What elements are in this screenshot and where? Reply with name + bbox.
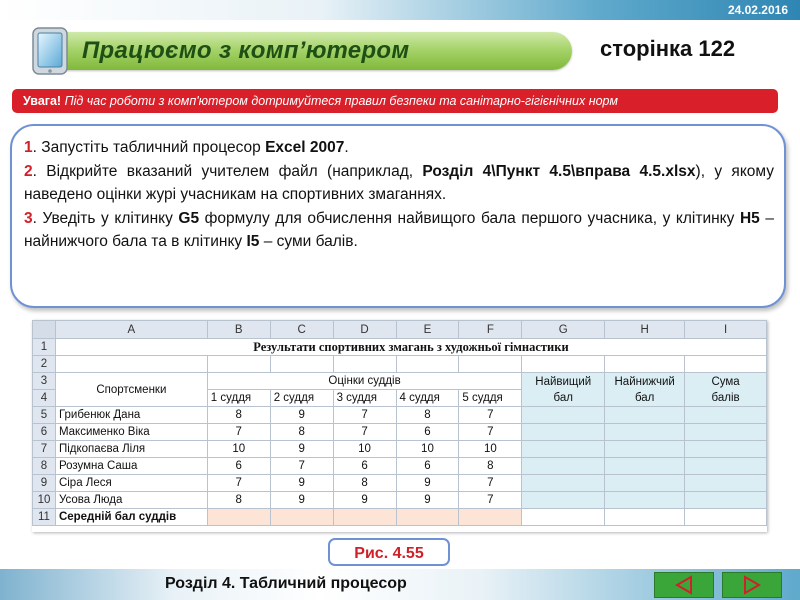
average-cell[interactable] [207,509,270,526]
athlete-name-cell[interactable]: Грибенюк Дана [55,407,207,424]
column-header-f[interactable]: F [459,321,522,339]
cell[interactable] [55,356,207,373]
score-cell[interactable]: 6 [207,458,270,475]
task-item: 2. Відкрийте вказаний учителем файл (наприклад, Розділ 4\Пункт 4.5\вправа 4.5.xlsx), у якому наведено оцінки журі учасникам на спортивних змаганнях. [24,162,774,203]
column-header-d[interactable]: D [333,321,396,339]
spreadsheet-figure [32,320,767,532]
athlete-name-cell[interactable]: Підкопаєва Ліля [55,441,207,458]
warning-text: Під час роботи з комп'ютером дотримуйтеся правил безпеки та санітарно-гігієнічних норм [61,94,618,108]
column-header-a[interactable]: A [55,321,207,339]
task-keyword: I5 [246,233,260,250]
athlete-name-cell[interactable]: Усова Люда [55,492,207,509]
score-cell[interactable]: 7 [459,407,522,424]
figure-caption: Рис. 4.55 [328,538,450,566]
score-cell[interactable]: 6 [333,458,396,475]
triangle-right-icon [723,573,781,597]
task-item: 3. Уведіть у клітинку G5 формулу для обчислення найвищого бала першого учасника, у клітинку H5 – найнижчого бала та в клітинку I5 – суми балів. [24,209,774,250]
score-cell[interactable]: 7 [333,407,396,424]
score-cell[interactable]: 7 [207,475,270,492]
table-row [33,458,767,475]
min-cell[interactable] [605,475,685,492]
judge-header-cell[interactable]: 3 суддя [333,390,396,407]
task-item: 1. Запустіть табличний процесор Excel 2007. [24,139,349,156]
select-all-corner[interactable] [33,321,56,339]
table-row [33,424,767,441]
date-label: 24.02.2016 [727,3,788,17]
row-header: 3 [33,373,56,390]
score-cell[interactable]: 10 [396,441,459,458]
tablet-icon [30,26,72,76]
sum-cell[interactable] [685,458,767,475]
score-cell[interactable]: 7 [207,424,270,441]
average-cell[interactable] [270,509,333,526]
table-row [33,356,767,373]
score-cell[interactable]: 10 [207,441,270,458]
min-cell[interactable] [605,492,685,509]
average-cell[interactable] [459,509,522,526]
score-cell[interactable]: 8 [207,492,270,509]
max-cell[interactable] [522,407,605,424]
sum-header-cell[interactable]: Сума балів [685,373,767,407]
task-instructions [24,136,774,254]
max-cell[interactable] [522,458,605,475]
task-number: 3 [24,209,33,227]
judge-header-cell[interactable]: 1 суддя [207,390,270,407]
cell[interactable] [207,356,270,373]
column-header-e[interactable]: E [396,321,459,339]
min-header-cell[interactable]: Найнижчий бал [605,373,685,407]
score-cell[interactable]: 9 [270,492,333,509]
athlete-name-cell[interactable]: Максименко Віка [55,424,207,441]
score-cell[interactable]: 9 [270,441,333,458]
min-cell[interactable] [605,458,685,475]
average-label-cell[interactable]: Середній бал суддів [55,509,207,526]
score-cell[interactable]: 7 [459,424,522,441]
sum-cell[interactable] [685,475,767,492]
next-button[interactable] [722,572,782,598]
score-cell[interactable]: 9 [396,475,459,492]
cell[interactable] [522,509,605,526]
task-number: 1 [24,139,33,156]
score-cell[interactable]: 6 [396,424,459,441]
max-cell[interactable] [522,424,605,441]
min-cell[interactable] [605,424,685,441]
score-cell[interactable]: 9 [396,492,459,509]
cell[interactable] [270,356,333,373]
judges-header-cell[interactable]: Оцінки суддів [207,373,522,390]
row-header: 7 [33,441,56,458]
cell[interactable] [333,356,396,373]
column-header-h[interactable]: H [605,321,685,339]
column-header-row [33,321,767,339]
score-cell[interactable]: 7 [459,492,522,509]
athlete-name-cell[interactable]: Розумна Саша [55,458,207,475]
average-cell[interactable] [333,509,396,526]
row-header: 4 [33,390,56,407]
row-header: 5 [33,407,56,424]
table-row [33,509,767,526]
score-cell[interactable]: 9 [270,407,333,424]
score-cell[interactable]: 8 [270,424,333,441]
cell[interactable] [459,356,522,373]
score-cell[interactable]: 8 [333,475,396,492]
row-header: 6 [33,424,56,441]
page-title: Працюємо з комп’ютером [82,37,410,64]
sheet-title-cell[interactable]: Результати спортивних змагань з художньої гімнастики [55,339,766,356]
judge-header-cell[interactable]: 4 суддя [396,390,459,407]
task-keyword: Excel 2007 [265,139,345,156]
table-row [33,492,767,509]
task-keyword: Розділ 4\Пункт 4.5\вправа 4.5.xlsx [422,162,696,180]
sum-cell[interactable] [685,441,767,458]
athlete-name-cell[interactable]: Сіра Леся [55,475,207,492]
score-cell[interactable]: 7 [459,475,522,492]
column-header-c[interactable]: C [270,321,333,339]
sum-cell[interactable] [685,492,767,509]
score-cell[interactable]: 8 [396,407,459,424]
score-cell[interactable]: 8 [459,458,522,475]
sportsmen-header-cell[interactable]: Спортсменки [55,373,207,407]
score-cell[interactable]: 10 [459,441,522,458]
table-row [33,475,767,492]
page-number-label: сторінка 122 [600,36,736,61]
top-bar [0,0,800,20]
score-cell[interactable]: 8 [207,407,270,424]
section-title: Розділ 4. Табличний процесор [165,575,407,592]
score-cell[interactable]: 6 [396,458,459,475]
triangle-left-icon [655,573,713,597]
table-row [33,339,767,356]
judge-header-cell[interactable]: 2 суддя [270,390,333,407]
cell[interactable] [685,509,767,526]
spreadsheet-table [32,320,767,526]
column-header-g[interactable]: G [522,321,605,339]
score-cell[interactable]: 7 [270,458,333,475]
average-cell[interactable] [396,509,459,526]
judge-header-cell[interactable]: 5 суддя [459,390,522,407]
prev-button[interactable] [654,572,714,598]
cell[interactable] [522,356,605,373]
score-cell[interactable]: 9 [270,475,333,492]
row-header: 8 [33,458,56,475]
cell[interactable] [396,356,459,373]
row-header: 10 [33,492,56,509]
max-cell[interactable] [522,492,605,509]
cell[interactable] [605,509,685,526]
warning-label: Увага! [23,94,62,108]
column-header-b[interactable]: B [207,321,270,339]
min-cell[interactable] [605,407,685,424]
column-header-i[interactable]: I [685,321,767,339]
score-cell[interactable]: 10 [333,441,396,458]
table-row [33,373,767,390]
row-header: 2 [33,356,56,373]
task-number: 2 [24,162,33,180]
sum-cell[interactable] [685,424,767,441]
score-cell[interactable]: 9 [333,492,396,509]
cell[interactable] [685,356,767,373]
task-keyword: G5 [178,209,200,227]
min-cell[interactable] [605,441,685,458]
max-cell[interactable] [522,475,605,492]
row-header: 9 [33,475,56,492]
table-row [33,441,767,458]
max-cell[interactable] [522,441,605,458]
sum-cell[interactable] [685,407,767,424]
safety-warning [12,89,778,113]
task-keyword: H5 [739,209,760,227]
row-header: 1 [33,339,56,356]
table-row [33,407,767,424]
cell[interactable] [605,356,685,373]
score-cell[interactable]: 7 [333,424,396,441]
row-header: 11 [33,509,56,526]
max-header-cell[interactable]: Найвищий бал [522,373,605,407]
